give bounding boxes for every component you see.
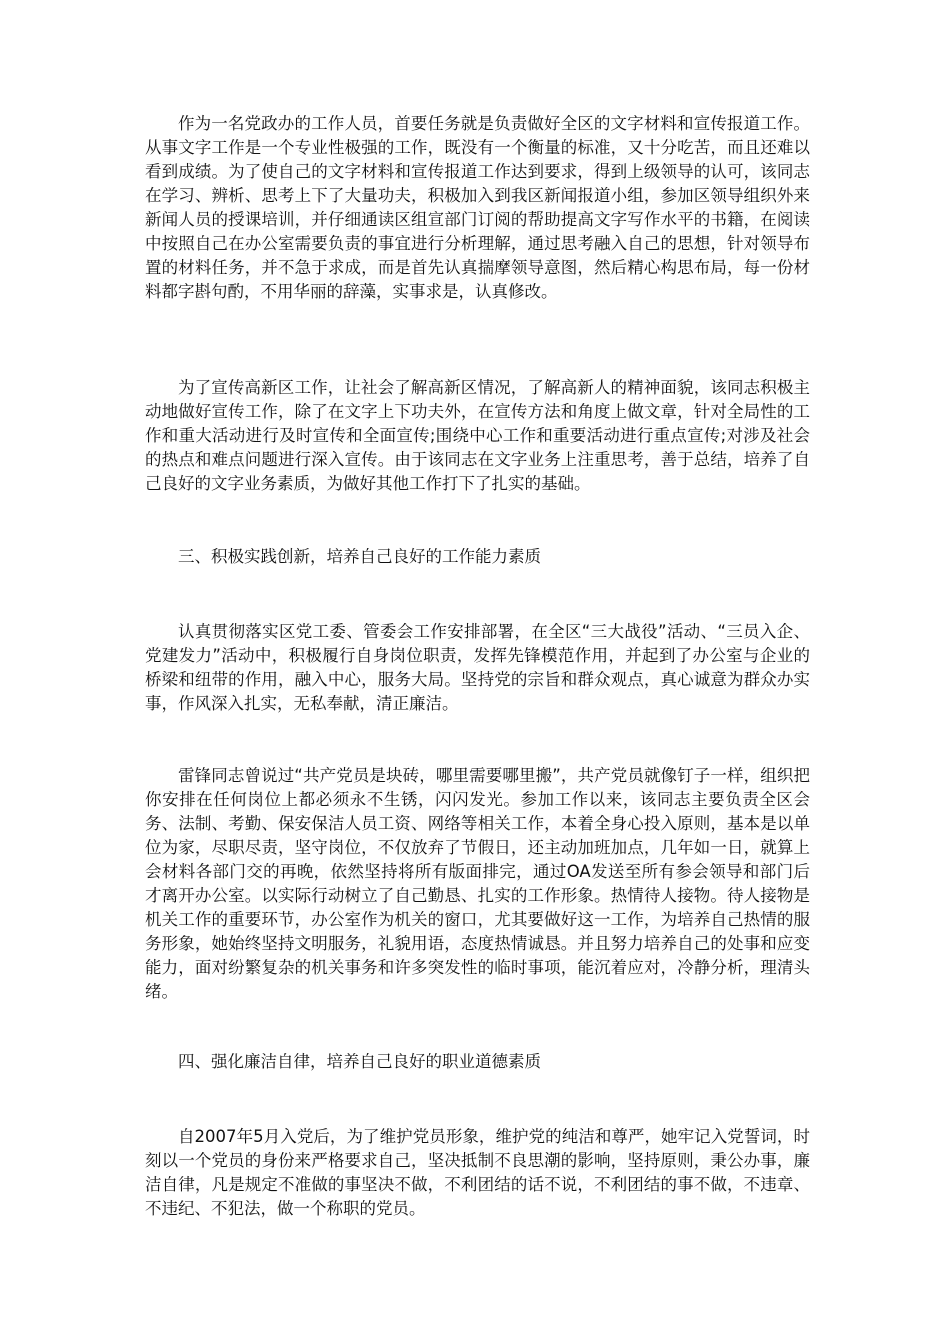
section-heading-three: 三、积极实践创新，培养自己良好的工作能力素质 (178, 547, 541, 566)
paragraph-implementation: 认真贯彻落实区党工委、管委会工作安排部署，在全区“三大战役”活动、“三员入企、党建发力”活动中，积极履行自身岗位职责，发挥先锋模范作用，并起到了办公室与企业的桥梁和纽带的作用，融入中心，服务大局。坚持党的宗旨和群众观点，真心诚意为群众办实事，作风深入扎实，无私奉献，清正廉洁。 (145, 622, 810, 713)
paragraph-lei-feng: 雷锋同志曾说过“共产党员是块砖，哪里需要哪里搬”，共产党员就像钉子一样，组织把你安排在任何岗位上都必须永不生锈，闪闪发光。参加工作以来，该同志主要负责全区会务、法制、考勤、保安保洁人员工资、网络等相关工作，本着全身心投入原则，基本是以单位为家，尽职尽责，坚守岗位，不仅放弃了节假日，还主动加班加点，几年如一日，就算上会材料各部门交的再晚，依然坚持将所有版面排完，通过OA发送至所有参会领导和部门后才离开办公室。以实际行动树立了自己勤恳、扎实的工作形象。热情待人接物。待人接物是机关工作的重要环节，办公室作为机关的窗口，尤其要做好这一工作，为培养自己热情的服务形象，她始终坚持文明服务，礼貌用语，态度热情诚恳。并且努力培养自己的处事和应变能力，面对纷繁复杂的机关事务和许多突发性的临时事项，能沉着应对，冷静分析，理清头绪。 (145, 766, 810, 1001)
section-heading-four: 四、强化廉洁自律，培养自己良好的职业道德素质 (178, 1052, 541, 1071)
paragraph-writing-work: 作为一名党政办的工作人员，首要任务就是负责做好全区的文字材料和宣传报道工作。从事文字工作是一个专业性极强的工作，既没有一个衡量的标准，又十分吃苦，而且还难以看到成绩。为了使自己的文字材料和宣传报道工作达到要求，得到上级领导的认可，该同志在学习、辨析、思考上下了大量功夫，积极加入到我区新闻报道小组，参加区领导组织外来新闻人员的授课培训，并仔细通读区组宣部门订阅的帮助提高文字写作水平的书籍，在阅读中按照自己在办公室需要负责的事宜进行分析理解，通过思考融入自己的思想，针对领导布置的材料任务，并不急于求成，而是首先认真揣摩领导意图，然后精心构思布局，每一份材料都字斟句酌，不用华丽的辞藻，实事求是，认真修改。 (145, 114, 810, 301)
paragraph-publicity-work: 为了宣传高新区工作，让社会了解高新区情况，了解高新人的精神面貌，该同志积极主动地做好宣传工作，除了在文字上下功夫外，在宣传方法和角度上做文章，针对全局性的工作和重大活动进行及时宣传和全面宣传;围绕中心工作和重要活动进行重点宣传;对涉及社会的热点和难点问题进行深入宣传。由于该同志在文字业务上注重思考，善于总结，培养了自己良好的文字业务素质，为做好其他工作打下了扎实的基础。 (145, 378, 810, 493)
paragraph-party-membership: 自2007年5月入党后，为了维护党员形象，维护党的纯洁和尊严，她牢记入党誓词，时刻以一个党员的身份来严格要求自己，坚决抵制不良思潮的影响，坚持原则，秉公办事，廉洁自律，凡是规定不准做的事坚决不做，不利团结的话不说，不利团结的事不做，不违章、不违纪、不犯法，做一个称职的党员。 (145, 1127, 810, 1218)
